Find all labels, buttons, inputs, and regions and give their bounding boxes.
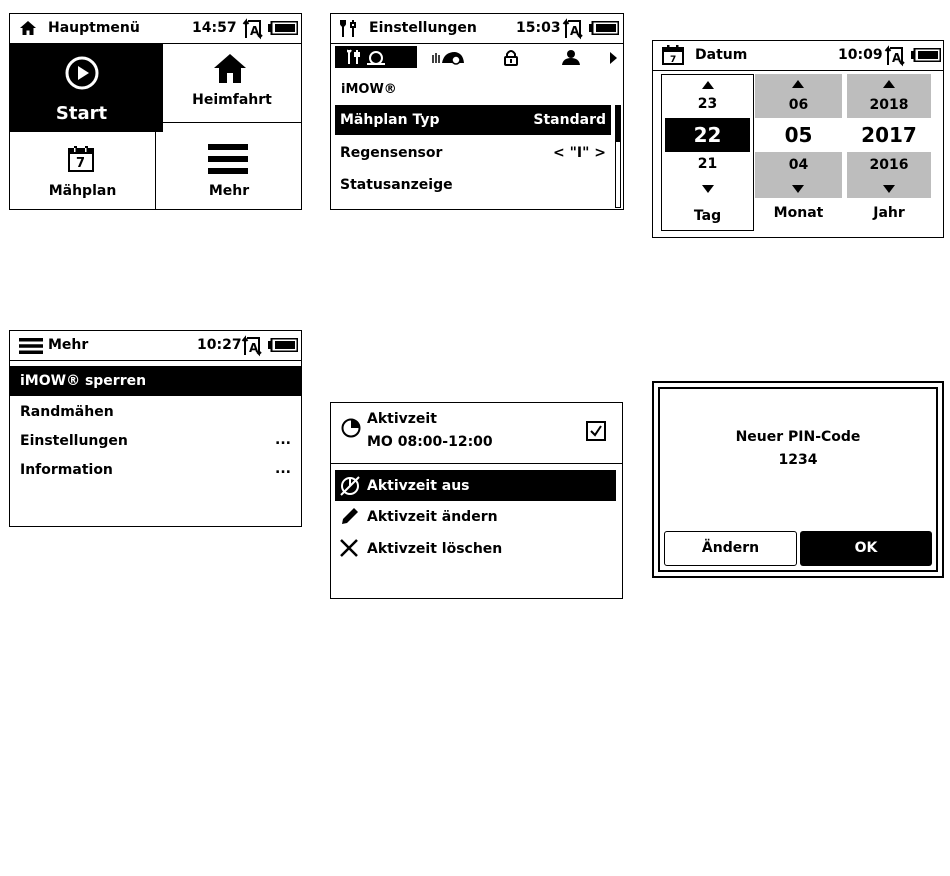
clock-time: 14:57 [192,20,237,36]
clock-icon [341,418,361,438]
day-spinner[interactable] [661,74,754,231]
svg-text:7: 7 [670,55,677,65]
mehr-tile[interactable] [156,122,302,210]
change-button[interactable] [664,531,797,566]
clock-time: 10:27 [197,337,242,353]
lock-icon [504,49,518,66]
day-prev: 23 [697,96,718,112]
submenu-indicator: ... [275,461,291,477]
day-current: 22 [665,118,750,152]
menu-icon [19,338,43,354]
menu-item[interactable] [10,457,301,484]
mehr-label: Mehr [208,183,250,199]
scrollbar[interactable] [615,105,621,208]
month-spinner[interactable] [755,74,842,231]
chevron-right-icon[interactable] [610,52,618,64]
option-label: Aktivzeit ändern [367,509,498,525]
battery-icon [911,48,941,62]
arrow-up-icon[interactable] [702,81,714,89]
title-bar [10,14,301,44]
menu-item-label: Randmähen [20,404,114,420]
menu-icon [208,144,248,174]
year-prev: 2018 [869,97,909,113]
active-time-screen [330,402,623,599]
calendar-day: 7 [76,156,86,171]
battery-icon [268,338,298,352]
home-icon [19,20,37,36]
play-icon [65,56,99,90]
active-time-header [331,403,622,464]
day-label: Tag [693,208,722,224]
settings-row[interactable] [335,140,611,166]
title-bar [10,331,301,361]
date-screen [652,40,944,238]
close-icon [340,539,358,557]
tab-mower[interactable] [425,46,475,68]
month-label: Monat [773,205,824,221]
active-time-edit-option[interactable] [335,503,616,531]
auto-mode-icon [241,335,263,357]
auto-mode-icon [884,45,906,67]
gauge-icon [365,50,387,65]
clock-time: 10:09 [838,47,883,63]
active-time-heading: Aktivzeit [367,411,437,427]
year-current: 2017 [861,123,917,147]
ok-button-label: OK [854,540,878,556]
settings-row-selected[interactable] [335,105,611,135]
pin-title: Neuer PIN-Code [735,429,861,445]
change-button-label: Ändern [701,540,760,556]
screen-title: Hauptmenü [48,20,140,36]
active-time-schedule: MO 08:00-12:00 [367,434,493,450]
month-current: 05 [784,123,813,147]
month-prev: 06 [788,97,809,113]
active-time-delete-option[interactable] [335,535,616,563]
maehplan-label: Mähplan [48,183,117,199]
screen-title: Mehr [48,337,89,353]
menu-item-selected[interactable] [10,366,301,396]
calendar-icon [662,45,684,65]
year-label: Jahr [873,205,905,221]
svg-text:A: A [570,24,580,38]
title-bar [331,14,623,44]
menu-item-label: iMOW® sperren [20,373,147,389]
auto-mode-icon [242,18,264,40]
wrench-icon [340,19,358,38]
screen-title: Datum [695,47,748,63]
row-label: Regensensor [340,145,443,161]
wrench-icon [347,49,361,65]
user-icon [561,49,581,66]
year-next: 2016 [869,157,909,173]
start-label: Start [55,103,108,124]
pencil-icon [340,506,360,526]
svg-text:A: A [892,51,902,65]
maehplan-tile[interactable] [10,132,156,210]
svg-text:A: A [249,341,259,355]
month-next: 04 [788,157,809,173]
active-time-off-option[interactable] [335,470,616,501]
arrow-up-icon[interactable] [883,80,895,88]
start-tile[interactable] [10,44,163,132]
more-screen [9,330,302,527]
menu-item-label: Einstellungen [20,433,128,449]
tab-general[interactable] [335,46,417,68]
section-title: iMOW® [341,82,397,97]
svg-text:A: A [250,24,260,38]
option-label: Aktivzeit löschen [367,541,503,557]
settings-row[interactable] [335,172,611,198]
screen-title: Einstellungen [369,20,477,36]
arrow-down-icon[interactable] [792,185,804,193]
submenu-indicator: ... [275,432,291,448]
heimfahrt-tile[interactable] [163,44,301,123]
ok-button[interactable] [800,531,932,566]
home-icon [213,53,247,84]
title-bar [653,41,943,71]
arrow-down-icon[interactable] [702,185,714,193]
pin-dialog [658,387,938,572]
menu-item-label: Information [20,462,113,478]
auto-mode-icon [562,18,584,40]
checkbox-icon[interactable] [586,421,606,441]
main-menu-screen [9,13,302,210]
row-value: Standard [533,112,606,128]
mower-icon [431,49,467,65]
day-next: 21 [697,156,718,172]
option-label: Aktivzeit aus [367,478,470,494]
row-label: Mähplan Typ [340,112,440,128]
row-label: Statusanzeige [340,177,453,193]
scrollbar-thumb[interactable] [616,106,620,142]
settings-screen [330,13,624,210]
row-value: < "I" > [552,145,606,161]
pin-screen [652,381,944,578]
pin-code: 1234 [778,452,818,468]
clock-off-icon [339,475,361,497]
menu-item[interactable] [10,399,301,426]
clock-time: 15:03 [516,20,561,36]
menu-item[interactable] [10,428,301,455]
battery-icon [589,21,619,35]
tab-user[interactable] [551,46,591,68]
battery-icon [268,21,298,35]
heimfahrt-label: Heimfahrt [192,92,272,108]
tab-security[interactable] [491,46,531,68]
arrow-up-icon[interactable] [792,80,804,88]
arrow-down-icon[interactable] [883,185,895,193]
year-spinner[interactable] [847,74,931,231]
